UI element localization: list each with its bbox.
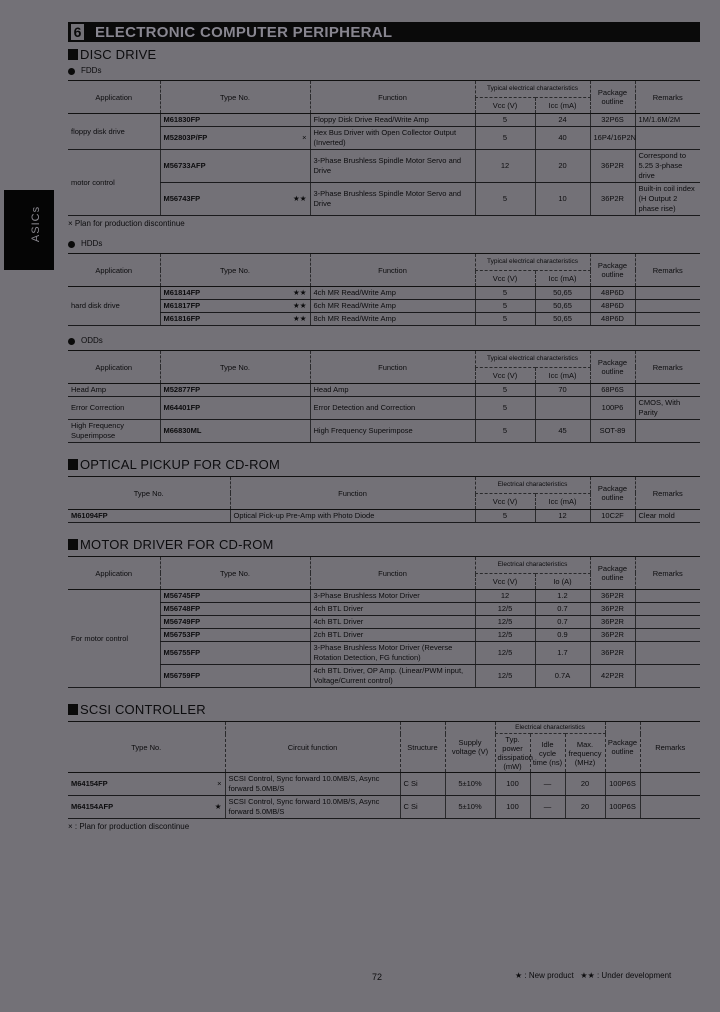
header-package: Package outline — [590, 254, 635, 287]
page-content — [68, 22, 700, 832]
type-cell — [160, 183, 310, 216]
vcc-cell: 5 — [475, 420, 535, 443]
function-cell: 4ch MR Read/Write Amp — [310, 287, 475, 300]
header-application: Application — [68, 351, 160, 384]
application-cell: hard disk drive — [68, 287, 160, 326]
fdd-footnote: × Plan for production discontinue — [68, 219, 185, 228]
application-cell: Head Amp — [68, 384, 160, 397]
subsection-hdd — [68, 239, 700, 249]
function-cell: 8ch MR Read/Write Amp — [310, 313, 475, 326]
icc-cell: 24 — [535, 114, 590, 127]
function-cell: 2ch BTL Driver — [310, 629, 475, 642]
type-cell — [160, 300, 310, 313]
icc-cell: 50,65 — [535, 313, 590, 326]
package-cell: 36P2R — [590, 603, 635, 616]
icc-cell: 0.7 — [535, 603, 590, 616]
header-function: Function — [230, 477, 475, 510]
bullet-icon — [68, 338, 75, 345]
vcc-cell: 12/5 — [475, 629, 535, 642]
header-vcc: Vcc (V) — [475, 270, 535, 287]
vcc-cell: 12 — [475, 150, 535, 183]
idle-cell: — — [530, 796, 565, 819]
chapter-title: ELECTRONIC COMPUTER PERIPHERAL — [95, 23, 393, 41]
subsection-title: ODDs — [81, 336, 103, 345]
fdd-table — [68, 80, 700, 216]
table-row — [68, 287, 700, 300]
header-type: Type No. — [160, 254, 310, 287]
remarks-cell — [635, 590, 700, 603]
icc-cell: 1.7 — [535, 642, 590, 665]
header-package: Package outline — [590, 557, 635, 590]
header-type: Type No. — [160, 351, 310, 384]
header-freq: Max. frequency (MHz) — [565, 734, 605, 773]
type-cell — [68, 796, 225, 819]
package-cell: 36P2R — [590, 629, 635, 642]
page-number: 72 — [372, 972, 383, 982]
vcc-cell: 12/5 — [475, 603, 535, 616]
type-cell — [160, 127, 310, 150]
type-number: M56745FP — [163, 591, 201, 600]
package-cell: 42P2R — [590, 665, 635, 688]
function-cell: 6ch MR Read/Write Amp — [310, 300, 475, 313]
header-application: Application — [68, 557, 160, 590]
package-cell: 36P2R — [590, 590, 635, 603]
type-cell — [160, 590, 310, 603]
vcc-cell: 5 — [475, 287, 535, 300]
header-power: Typ. power dissipation (mW) — [495, 734, 530, 773]
icc-cell: 70 — [535, 384, 590, 397]
type-cell — [160, 603, 310, 616]
type-cell — [68, 773, 225, 796]
header-package: Package outline — [605, 722, 640, 773]
header-vcc: Vcc (V) — [475, 97, 535, 114]
header-electrical: Electrical characteristics — [495, 722, 605, 734]
type-cell — [68, 510, 230, 523]
bullet-icon — [68, 241, 75, 248]
remarks-cell: Correspond to 5.25 3-phase drive — [635, 150, 700, 183]
function-cell: 3-Phase Brushless Motor Driver — [310, 590, 475, 603]
type-number: M66830ML — [163, 426, 202, 435]
supply-cell: 5±10% — [445, 796, 495, 819]
header-function: Circuit function — [225, 722, 400, 773]
header-icc: Icc (mA) — [535, 270, 590, 287]
header-idle: Idle cycle time (ns) — [530, 734, 565, 773]
legend — [515, 971, 671, 980]
type-number: M61816FP — [163, 314, 201, 323]
type-number: M61830FP — [163, 115, 201, 124]
square-bullet-icon — [68, 704, 78, 715]
vcc-cell: 5 — [475, 127, 535, 150]
square-bullet-icon — [68, 539, 78, 550]
header-remarks: Remarks — [640, 722, 700, 773]
icc-cell: 12 — [535, 510, 590, 523]
table-row — [68, 313, 700, 326]
type-number: M56743FP — [163, 194, 201, 203]
structure-cell: C Si — [400, 773, 445, 796]
table-row — [68, 127, 700, 150]
function-cell: Head Amp — [310, 384, 475, 397]
subsection-odd — [68, 336, 700, 346]
remarks-cell — [635, 603, 700, 616]
vcc-cell: 5 — [475, 397, 535, 420]
remarks-cell — [635, 616, 700, 629]
package-cell: 48P6D — [590, 313, 635, 326]
header-package: Package outline — [590, 81, 635, 114]
type-number: M61814FP — [163, 288, 201, 297]
header-vcc: Vcc (V) — [475, 493, 535, 510]
type-cell — [160, 616, 310, 629]
function-cell: 4ch BTL Driver — [310, 616, 475, 629]
vcc-cell: 5 — [475, 183, 535, 216]
header-type: Type No. — [68, 722, 225, 773]
package-cell: 16P4/16P2N — [590, 127, 635, 150]
section-title: SCSI CONTROLLER — [80, 702, 206, 717]
supply-cell: 5±10% — [445, 773, 495, 796]
type-cell — [160, 384, 310, 397]
header-electrical: Typical electrical characteristics — [475, 351, 590, 368]
remarks-cell — [635, 665, 700, 688]
type-number: M56748FP — [163, 604, 201, 613]
function-cell: 3-Phase Brushless Spindle Motor Servo and Drive — [310, 183, 475, 216]
subsection-title: HDDs — [81, 239, 103, 248]
package-cell: 100P6S — [605, 773, 640, 796]
vcc-cell: 12 — [475, 590, 535, 603]
remarks-cell — [635, 300, 700, 313]
package-cell: 48P6D — [590, 300, 635, 313]
remarks-cell — [635, 629, 700, 642]
header-vcc: Vcc (V) — [475, 367, 535, 384]
application-cell: Error Correction — [68, 397, 160, 420]
type-cell — [160, 287, 310, 300]
section-title: OPTICAL PICKUP FOR CD-ROM — [80, 457, 281, 472]
vcc-cell: 5 — [475, 300, 535, 313]
bullet-icon — [68, 68, 75, 75]
header-electrical: Typical electrical characteristics — [475, 254, 590, 271]
header-icc: Icc (mA) — [535, 493, 590, 510]
package-cell: 48P6D — [590, 287, 635, 300]
application-cell: High Frequency Superimpose — [68, 420, 160, 443]
function-cell: Optical Pick-up Pre-Amp with Photo Diode — [230, 510, 475, 523]
header-type: Type No. — [68, 477, 230, 510]
package-cell: 36P2R — [590, 616, 635, 629]
header-vcc: Vcc (V) — [475, 573, 535, 590]
table-row — [68, 616, 700, 629]
header-type: Type No. — [160, 81, 310, 114]
header-application: Application — [68, 254, 160, 287]
table-row — [68, 603, 700, 616]
package-cell: 68P6S — [590, 384, 635, 397]
status-mark: ★★ — [293, 314, 307, 323]
power-cell: 100 — [495, 796, 530, 819]
vcc-cell: 12/5 — [475, 642, 535, 665]
type-number: M61094FP — [71, 511, 108, 520]
table-row — [68, 150, 700, 183]
type-number: M56753FP — [163, 630, 201, 639]
icc-cell: 10 — [535, 183, 590, 216]
subsection-fdd — [68, 66, 700, 76]
icc-cell: 0.9 — [535, 629, 590, 642]
header-remarks: Remarks — [635, 351, 700, 384]
type-cell — [160, 150, 310, 183]
square-bullet-icon — [68, 459, 78, 470]
section-title: MOTOR DRIVER FOR CD-ROM — [80, 537, 274, 552]
function-cell: 3-Phase Brushless Spindle Motor Servo and Drive — [310, 150, 475, 183]
function-cell: 3-Phase Brushless Motor Driver (Reverse Rotation Detection, FG function) — [310, 642, 475, 665]
scsi-footnote: × : Plan for production discontinue — [68, 822, 190, 831]
icc-cell: 50,65 — [535, 300, 590, 313]
odd-table — [68, 350, 700, 443]
type-cell — [160, 114, 310, 127]
header-package: Package outline — [590, 477, 635, 510]
table-row — [68, 114, 700, 127]
legend-new-product: ★ : New product — [515, 971, 574, 980]
header-remarks: Remarks — [635, 254, 700, 287]
remarks-cell — [640, 773, 700, 796]
remarks-cell: 1M/1.6M/2M — [635, 114, 700, 127]
function-cell: Hex Bus Driver with Open Collector Output (Inverted) — [310, 127, 475, 150]
side-tab-label: ASICs — [30, 205, 43, 243]
type-number: M52803P/FP — [163, 133, 208, 142]
type-number: M64154FP — [71, 779, 108, 788]
icc-cell — [535, 397, 590, 420]
type-cell — [160, 665, 310, 688]
freq-cell: 20 — [565, 796, 605, 819]
table-row — [68, 183, 700, 216]
header-function: Function — [310, 351, 475, 384]
package-cell: 36P2R — [590, 642, 635, 665]
header-package: Package outline — [590, 351, 635, 384]
icc-cell: 50,65 — [535, 287, 590, 300]
header-structure: Structure — [400, 722, 445, 773]
function-cell: 4ch BTL Driver, OP Amp. (Linear/PWM input, Voltage/Current control) — [310, 665, 475, 688]
optical-pickup-table — [68, 476, 700, 523]
icc-cell: 45 — [535, 420, 590, 443]
header-type: Type No. — [160, 557, 310, 590]
type-number: M56733AFP — [163, 161, 206, 170]
remarks-cell — [635, 313, 700, 326]
header-remarks: Remarks — [635, 81, 700, 114]
header-electrical: Electrical characteristics — [475, 557, 590, 574]
legend-under-development: ★★ : Under development — [580, 971, 672, 980]
status-mark: ★★ — [293, 194, 307, 203]
vcc-cell: 12/5 — [475, 616, 535, 629]
section-motor-driver — [68, 537, 700, 552]
package-cell: 100P6S — [605, 796, 640, 819]
table-row — [68, 773, 700, 796]
package-cell: 10C2F — [590, 510, 635, 523]
header-application: Application — [68, 81, 160, 114]
package-cell: SOT-89 — [590, 420, 635, 443]
status-mark: × — [302, 133, 307, 142]
application-cell: motor control — [68, 150, 160, 216]
type-number: M64401FP — [163, 403, 201, 412]
table-row — [68, 590, 700, 603]
vcc-cell: 5 — [475, 384, 535, 397]
vcc-cell: 12/5 — [475, 665, 535, 688]
table-row — [68, 384, 700, 397]
function-cell: High Frequency Superimpose — [310, 420, 475, 443]
header-icc: Io (A) — [535, 573, 590, 590]
status-mark: ★ — [214, 802, 222, 811]
remarks-cell: CMOS, With Parity — [635, 397, 700, 420]
subsection-title: FDDs — [81, 66, 102, 75]
hdd-table — [68, 253, 700, 326]
type-number: M64154AFP — [71, 802, 114, 811]
side-tab — [4, 190, 54, 270]
application-cell: floppy disk drive — [68, 114, 160, 150]
application-cell: For motor control — [68, 590, 160, 688]
table-row — [68, 420, 700, 443]
chapter-number: 6 — [70, 23, 85, 41]
square-bullet-icon — [68, 49, 78, 60]
function-cell: Floppy Disk Drive Read/Write Amp — [310, 114, 475, 127]
package-cell: 100P6 — [590, 397, 635, 420]
type-number: M52877FP — [163, 385, 201, 394]
table-row — [68, 665, 700, 688]
remarks-cell — [635, 642, 700, 665]
header-function: Function — [310, 254, 475, 287]
table-row — [68, 397, 700, 420]
type-cell — [160, 642, 310, 665]
scsi-table — [68, 721, 700, 819]
function-cell: SCSI Control, Sync forward 10.0MB/S, Async forward 5.0MB/S — [225, 796, 400, 819]
remarks-cell — [635, 384, 700, 397]
motor-driver-table — [68, 556, 700, 688]
function-cell: SCSI Control, Sync forward 10.0MB/S, Async forward 5.0MB/S — [225, 773, 400, 796]
section-title: DISC DRIVE — [80, 47, 157, 62]
header-electrical: Electrical characteristics — [475, 477, 590, 494]
section-optical-pickup — [68, 457, 700, 472]
icc-cell: 0.7A — [535, 665, 590, 688]
vcc-cell: 5 — [475, 114, 535, 127]
table-row — [68, 629, 700, 642]
table-row — [68, 642, 700, 665]
chapter-title-bar — [68, 22, 700, 42]
status-mark: ★★ — [293, 288, 307, 297]
package-cell: 36P2R — [590, 183, 635, 216]
vcc-cell: 5 — [475, 313, 535, 326]
remarks-cell — [635, 127, 700, 150]
table-row — [68, 510, 700, 523]
freq-cell: 20 — [565, 773, 605, 796]
icc-cell: 20 — [535, 150, 590, 183]
icc-cell: 0.7 — [535, 616, 590, 629]
power-cell: 100 — [495, 773, 530, 796]
remarks-cell — [635, 420, 700, 443]
vcc-cell: 5 — [475, 510, 535, 523]
header-remarks: Remarks — [635, 557, 700, 590]
type-number: M56759FP — [163, 671, 201, 680]
remarks-cell: Clear mold — [635, 510, 700, 523]
package-cell: 36P2R — [590, 150, 635, 183]
function-cell: 4ch BTL Driver — [310, 603, 475, 616]
section-scsi — [68, 702, 700, 717]
table-row — [68, 796, 700, 819]
type-cell — [160, 313, 310, 326]
header-icc: Icc (mA) — [535, 367, 590, 384]
type-number: M56749FP — [163, 617, 201, 626]
structure-cell: C Si — [400, 796, 445, 819]
type-cell — [160, 629, 310, 642]
header-supply: Supply voltage (V) — [445, 722, 495, 773]
function-cell: Error Detection and Correction — [310, 397, 475, 420]
idle-cell: — — [530, 773, 565, 796]
remarks-cell: Built-in coil index (H Output 2 phase rise) — [635, 183, 700, 216]
icc-cell: 40 — [535, 127, 590, 150]
section-disc-drive — [68, 47, 700, 62]
table-row — [68, 300, 700, 313]
status-mark: × — [217, 779, 222, 788]
type-number: M61817FP — [163, 301, 201, 310]
type-cell — [160, 420, 310, 443]
header-remarks: Remarks — [635, 477, 700, 510]
remarks-cell — [635, 287, 700, 300]
header-icc: Icc (mA) — [535, 97, 590, 114]
icc-cell: 1.2 — [535, 590, 590, 603]
type-cell — [160, 397, 310, 420]
remarks-cell — [640, 796, 700, 819]
type-number: M56755FP — [163, 648, 201, 657]
header-function: Function — [310, 557, 475, 590]
header-electrical: Typical electrical characteristics — [475, 81, 590, 98]
status-mark: ★★ — [293, 301, 307, 310]
package-cell: 32P6S — [590, 114, 635, 127]
header-function: Function — [310, 81, 475, 114]
